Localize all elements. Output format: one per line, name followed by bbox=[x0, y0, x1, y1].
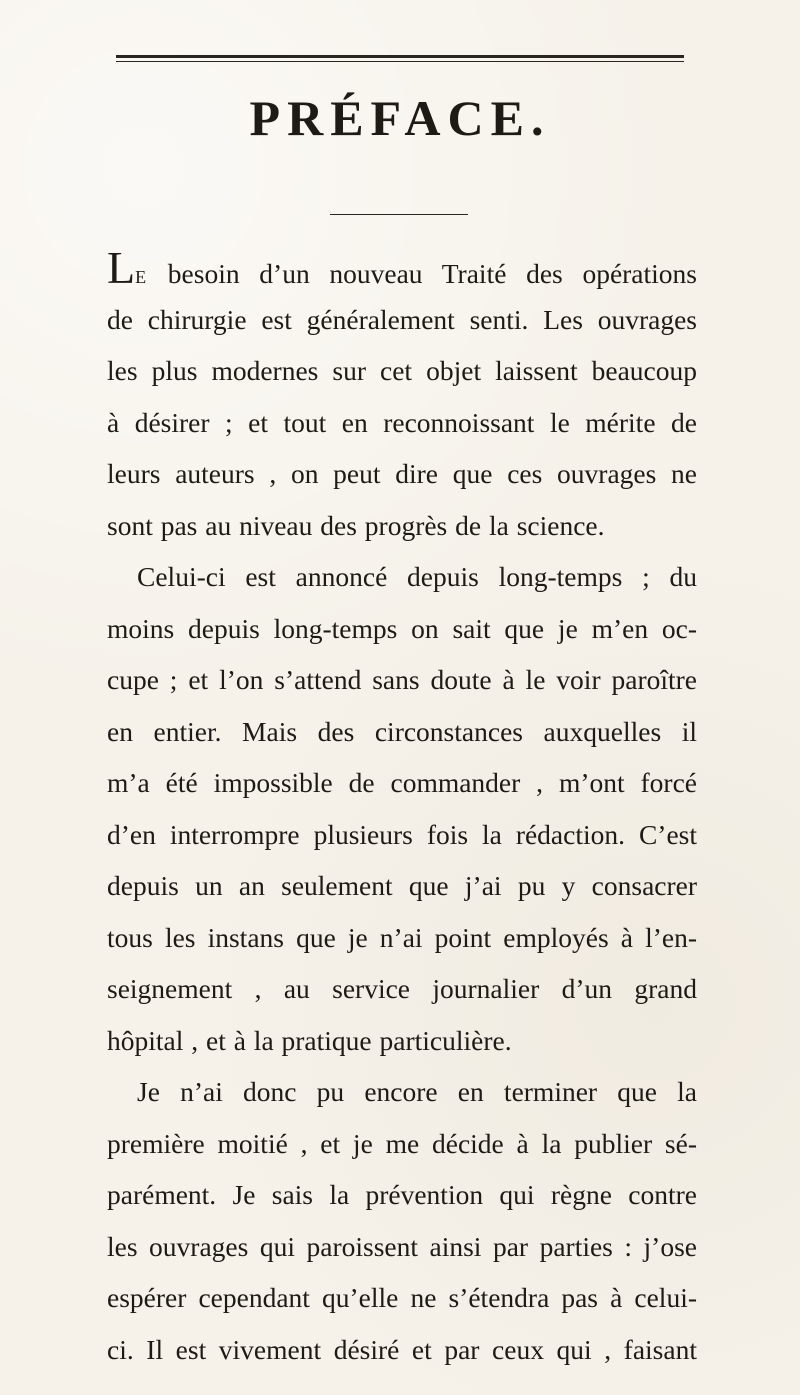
drop-cap: L bbox=[107, 242, 136, 293]
text-line: sont pas au niveau des progrès de la science. bbox=[107, 509, 605, 541]
text-line: hôpital , et à la pratique particulière. bbox=[107, 1024, 512, 1056]
text-line: première moitié , et je me décide à la publier sé- bbox=[107, 1127, 697, 1159]
text-line: LE besoin d’un nouveau Traité des opérations bbox=[107, 242, 697, 293]
text-line: Je n’ai donc pu encore en terminer que la bbox=[137, 1076, 697, 1108]
text-line: les ouvrages qui paroissent ainsi par parties : j’ose bbox=[107, 1230, 697, 1262]
text-line: d’en interrompre plusieurs fois la rédaction. C’est bbox=[107, 818, 697, 850]
text-line: cupe ; et l’on s’attend sans doute à le voir paroître bbox=[107, 664, 697, 696]
text-line: tous les instans que je n’ai point employés à l’en- bbox=[107, 921, 697, 953]
small-caps-letter: E bbox=[135, 267, 149, 287]
page-title: PRÉFACE. bbox=[249, 90, 551, 146]
text-line: en entier. Mais des circonstances auxquelles il bbox=[107, 715, 697, 747]
header-rule-thick bbox=[116, 55, 684, 58]
text-line: de chirurgie est généralement senti. Les ouvrages bbox=[107, 303, 697, 335]
text-line: ci. Il est vivement désiré et par ceux qui , faisant bbox=[107, 1334, 697, 1365]
text-line: depuis un an seulement que j’ai pu y consacrer bbox=[107, 870, 697, 902]
text-line: leurs auteurs , on peut dire que ces ouvrages ne bbox=[107, 458, 697, 490]
text-line: à désirer ; et tout en reconnoissant le mérite de bbox=[107, 406, 697, 438]
text-line: parément. Je sais la prévention qui règne contre bbox=[107, 1179, 697, 1211]
text-line: m’a été impossible de commander , m’ont forcé bbox=[107, 767, 697, 799]
header-rule-thin bbox=[116, 61, 684, 62]
text-line: moins depuis long-temps on sait que je m’en oc- bbox=[107, 612, 697, 644]
text-line: seignement , au service journalier d’un grand bbox=[107, 973, 697, 1005]
text-line: Celui-ci est annoncé depuis long-temps ; du bbox=[137, 561, 697, 593]
text-line: espérer cependant qu’elle ne s’étendra pas à celui- bbox=[107, 1282, 697, 1314]
text-line: les plus modernes sur cet objet laissent beaucoup bbox=[107, 355, 697, 387]
title-divider bbox=[330, 214, 468, 215]
